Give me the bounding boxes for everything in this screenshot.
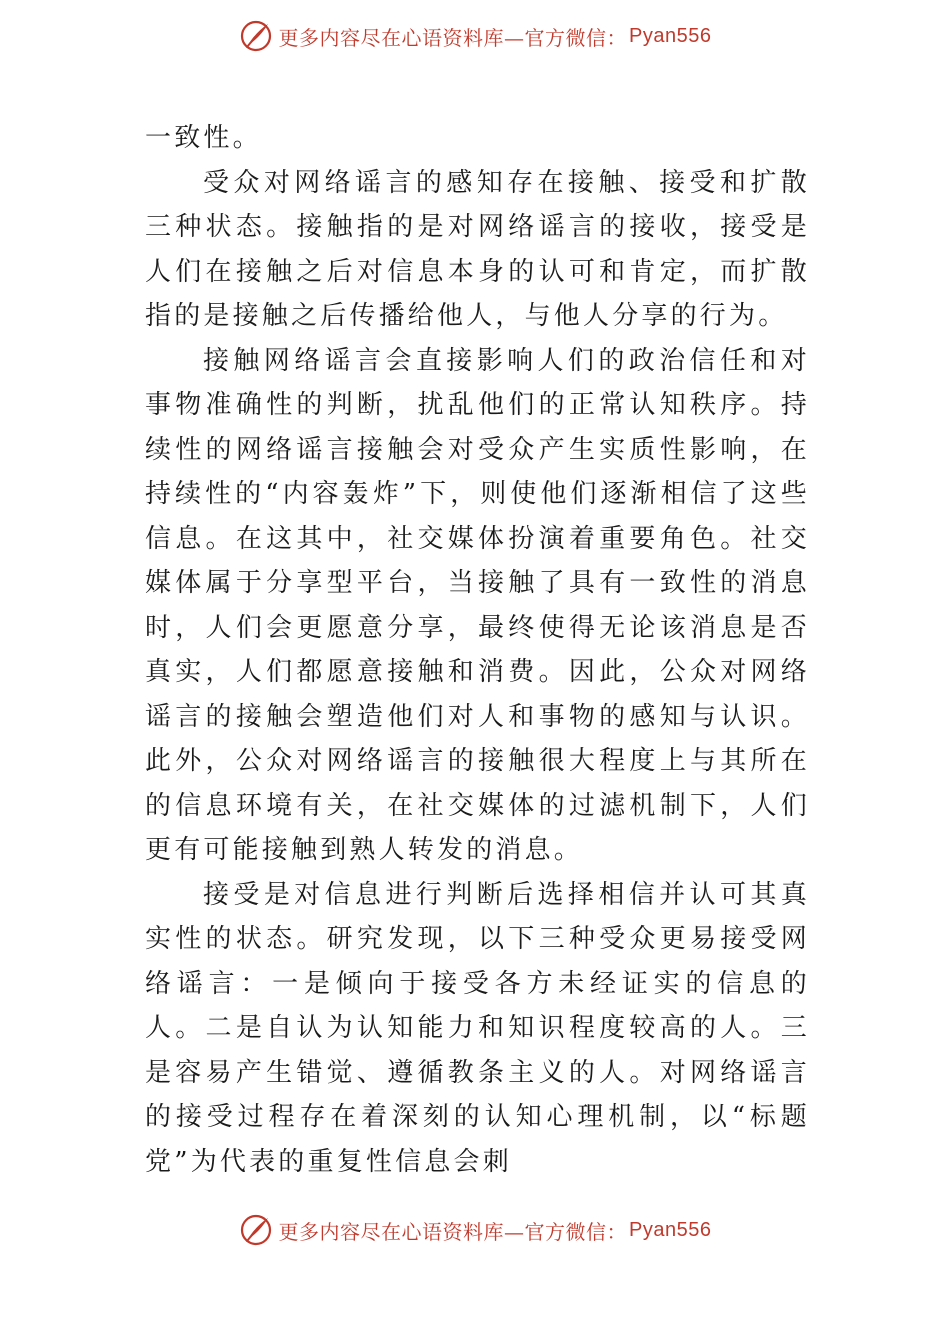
paragraph-1: 一致性。: [145, 123, 262, 153]
banner-slogan: 更多内容尽在心语资料库—官方微信：: [278, 25, 628, 50]
banner-wechat-id: Pyan556: [629, 1218, 712, 1241]
paragraph-2: 受众对网络谣言的感知存在接触、接受和扩散三种状态。接触指的是对网络谣言的接收，接受是人们在接触之后对信息本身的认可和肯定，而扩散指的是接触之后传播给他人，与他人分享的行为。: [145, 167, 810, 331]
banner-wechat-id: Pyan556: [629, 24, 712, 47]
paragraph-4: 接受是对信息进行判断后选择相信并认可其真实性的状态。研究发现，以下三种受众更易接受网络谣言：一是倾向于接受各方未经证实的信息的人。二是自认为认知能力和知识程度较高的人。三是容易产生错觉、遵循教条主义的人。对网络谣言的接受过程存在着深刻的认知心理机制，以“标题党”为代表的重复性信息会刺: [145, 879, 810, 1177]
header-banner: [0, 16, 950, 56]
banner-text: [279, 1216, 712, 1245]
quill-logo-icon: [239, 19, 273, 53]
banner-text: [279, 22, 712, 51]
paragraph-3: 接触网络谣言会直接影响人们的政治信任和对事物准确性的判断，扰乱他们的正常认知秩序。持续性的网络谣言接触会对受众产生实质性影响，在持续性的“内容轰炸”下，则使他们逐渐相信了这些信息。在这其中，社交媒体扮演着重要角色。社交媒体属于分享型平台，当接触了具有一致性的消息时，人们会更愿意分享，最终使得无论该消息是否真实，人们都愿意接触和消费。因此，公众对网络谣言的接触会塑造他们对人和事物的感知与认识。此外，公众对网络谣言的接触很大程度上与其所在的信息环境有关，在社交媒体的过滤机制下，人们更有可能接触到熟人转发的消息。: [145, 345, 810, 865]
document-body: [145, 116, 810, 1184]
footer-banner: [0, 1210, 950, 1250]
banner-slogan: 更多内容尽在心语资料库—官方微信：: [278, 1219, 628, 1244]
quill-logo-icon: [239, 1213, 273, 1247]
